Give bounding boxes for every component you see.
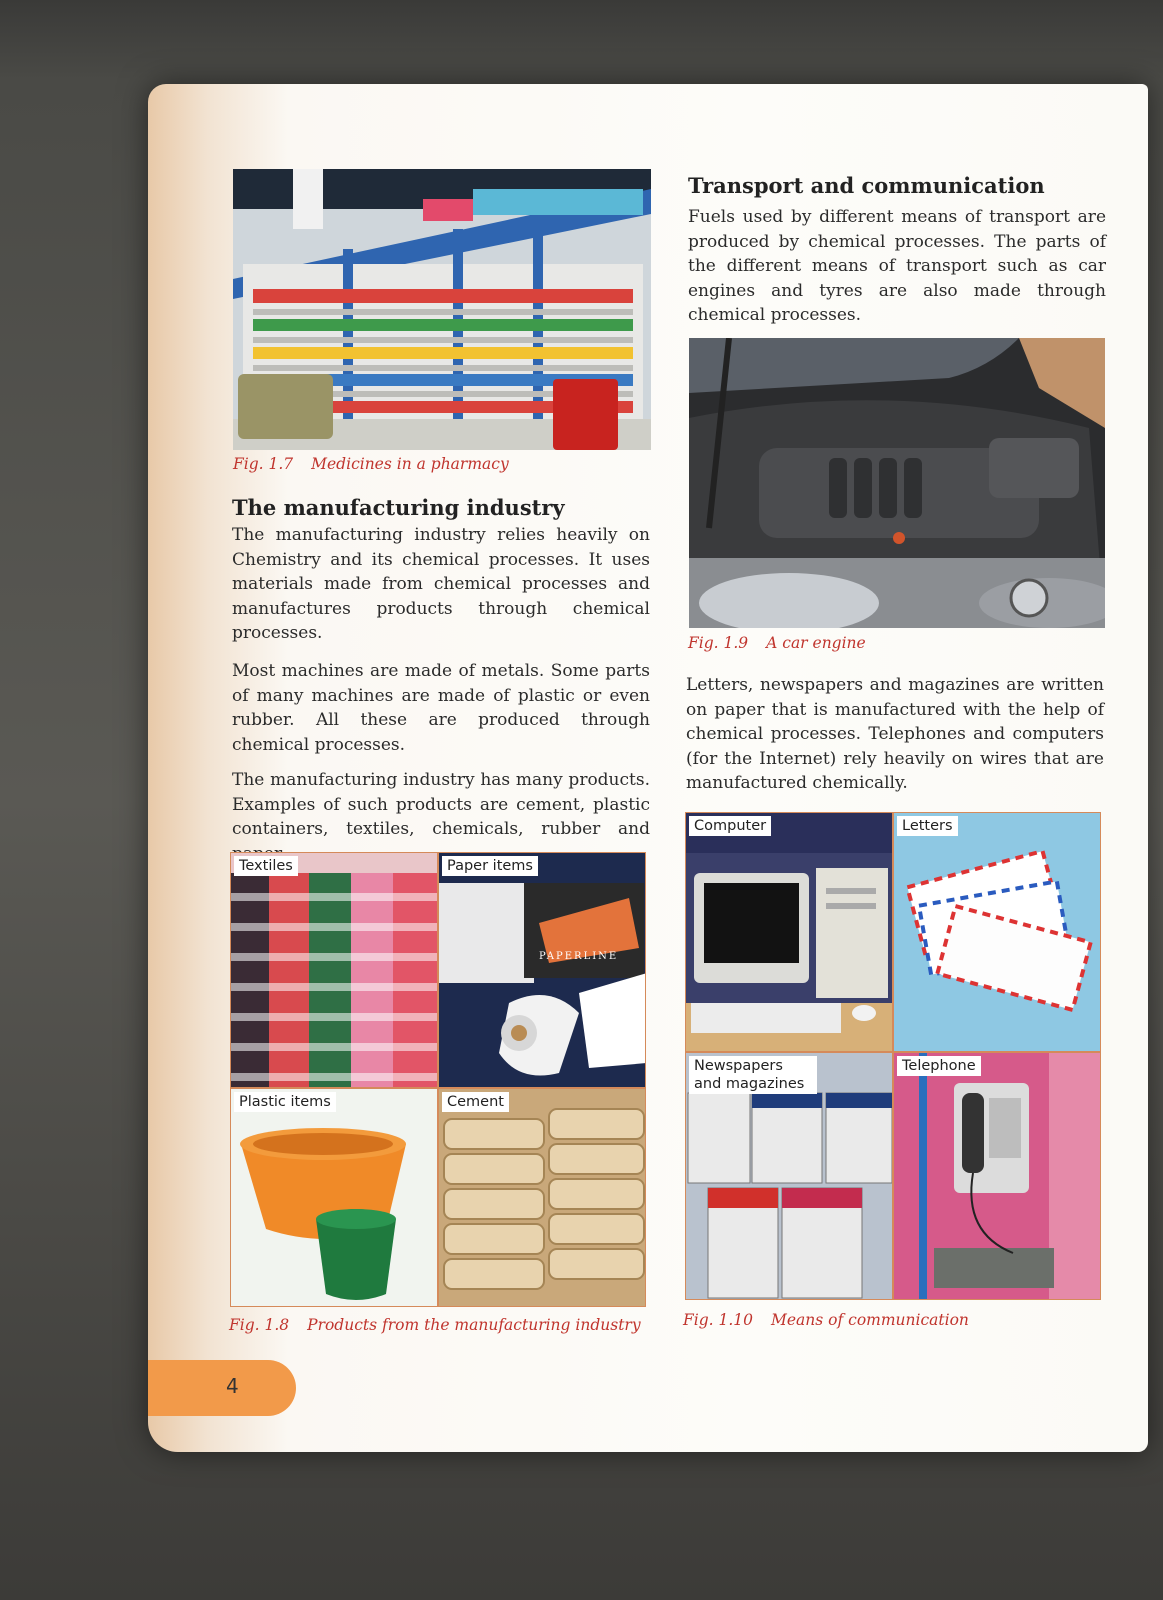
telephone-tile (893, 1052, 1101, 1300)
page-number: 4 (226, 1374, 239, 1398)
fig-1-8-label: Fig. 1.8 (229, 1316, 290, 1334)
manufacturing-paragraph-1: The manufacturing industry relies heavily on Chemistry and its chemical processes. It uses materials made from chemical processes and manufactures products through chemical processes. (232, 525, 650, 643)
cement-tile (438, 1088, 646, 1307)
plastic-items-label: Plastic items (234, 1092, 336, 1112)
fig-1-10-caption (683, 1311, 969, 1329)
manufacturing-heading: The manufacturing industry (232, 495, 565, 520)
fig-1-8-caption (229, 1316, 641, 1334)
manufacturing-paragraph-3: The manufacturing industry has many products. Examples of such products are cement, plastic containers, textiles, chemicals, rubber and (232, 770, 650, 839)
fig-1-7-label: Fig. 1.7 (233, 455, 294, 473)
fig-1-10-label: Fig. 1.10 (683, 1311, 753, 1329)
fig-1-10-title: Means of communication (771, 1311, 969, 1329)
transport-heading: Transport and communication (688, 173, 1045, 198)
telephone-label: Telephone (897, 1056, 981, 1076)
page-number-tab (148, 1360, 296, 1416)
textiles-label: Textiles (234, 856, 298, 876)
computer-label: Computer (689, 816, 771, 836)
fig-1-9-caption (688, 634, 866, 652)
letters-label: Letters (897, 816, 958, 836)
letters-tile (893, 812, 1101, 1052)
fig-1-7-caption (233, 455, 509, 473)
textiles-tile (230, 852, 438, 1088)
computer-tile (685, 812, 893, 1052)
fig-1-9-label: Fig. 1.9 (688, 634, 749, 652)
paperline-brand: PAPERLINE (539, 951, 619, 962)
newspapers-tile (685, 1052, 893, 1300)
paper-items-label: Paper items (442, 856, 538, 876)
newspapers-label: Newspapers and magazines (689, 1056, 817, 1094)
car-engine-photo (689, 338, 1105, 628)
transport-paragraph: Fuels used by different means of transport are produced by chemical processes. The parts of the different means of transport such as car engines and tyres are also made through chemical processes. (688, 207, 1106, 325)
communication-paragraph: Letters, newspapers and magazines are written on paper that is manufactured with the help of chemical processes. Telephones and computers (for the Internet) rely heavily on wires that are manufactured chemically. (686, 675, 1104, 793)
cement-label: Cement (442, 1092, 509, 1112)
manufacturing-paragraph-2: Most machines are made of metals. Some parts of many machines are made of plastic or even rubber. All these are produced through chemical processes. (232, 661, 650, 755)
plastic-items-tile (230, 1088, 438, 1307)
paper-items-tile (438, 852, 646, 1088)
fig-1-8-title: Products from the manufacturing industry (307, 1316, 641, 1334)
fig-1-7-title: Medicines in a pharmacy (311, 455, 509, 473)
pharmacy-photo (233, 169, 651, 450)
fig-1-9-title: A car engine (766, 634, 866, 652)
